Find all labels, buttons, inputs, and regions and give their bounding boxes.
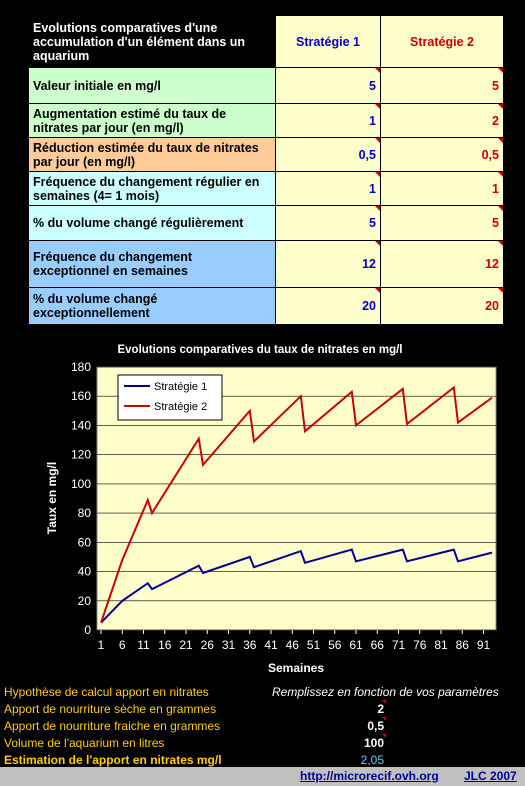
nitrate-chart xyxy=(0,335,525,680)
legend xyxy=(118,375,222,420)
x-tick-label: 51 xyxy=(306,638,321,652)
x-tick-label: 6 xyxy=(118,638,126,652)
x-tick-label: 86 xyxy=(455,638,469,652)
x-tick-label: 26 xyxy=(200,638,214,652)
x-tick-label: 31 xyxy=(221,638,236,652)
row-label: Fréquence du changement exceptionnel en semaines xyxy=(29,241,276,288)
comment-marker xyxy=(382,734,386,738)
y-tick-label: 140 xyxy=(70,418,91,433)
hypothesis-label: Hypothèse de calcul apport en nitrates xyxy=(4,685,209,699)
input-s2-freq-regular[interactable]: 1 xyxy=(381,172,504,206)
y-tick-labels xyxy=(71,360,91,637)
x-tick-label: 36 xyxy=(243,638,257,652)
y-tick-label: 60 xyxy=(77,535,91,550)
row-label: Réduction estimée du taux de nitrates par jour (en mg/l) xyxy=(29,138,276,172)
input-s1-initial[interactable]: 5 xyxy=(276,68,381,104)
aquarium-volume-label: Volume de l'aquarium en litres xyxy=(4,736,165,750)
x-tick-label: 71 xyxy=(391,638,406,652)
col-header-strategie-1: Stratégie 1 xyxy=(276,16,381,68)
dry-food-input[interactable]: 2 xyxy=(377,702,384,716)
input-s1-pct-exceptional[interactable]: 20 xyxy=(276,288,381,325)
y-tick-label: 20 xyxy=(77,593,91,608)
legend-label-s1: Stratégie 1 xyxy=(154,381,208,393)
legend-label-s2: Stratégie 2 xyxy=(154,401,208,413)
dry-food-label: Apport de nourriture sèche en grammes xyxy=(4,702,217,716)
x-tick-label: 46 xyxy=(285,638,299,652)
input-s2-increase[interactable]: 2 xyxy=(381,104,504,138)
input-s2-pct-exceptional[interactable]: 20 xyxy=(381,288,504,325)
row-label: Valeur initiale en mg/l xyxy=(29,68,276,104)
input-s2-reduction[interactable]: 0,5 xyxy=(381,138,504,172)
x-tick-label: 56 xyxy=(328,638,342,652)
row-label: % du volume changé exceptionnellement xyxy=(29,288,276,325)
y-tick-label: 160 xyxy=(70,389,91,404)
input-s2-freq-exceptional[interactable]: 12 xyxy=(381,241,504,288)
y-tick-label: 100 xyxy=(70,476,91,491)
y-tick-label: 180 xyxy=(70,360,91,374)
chart-title: Evolutions comparatives du taux de nitrates en mg/l xyxy=(117,344,403,356)
row-label: Fréquence du changement régulier en semaines (4= 1 mois) xyxy=(29,172,276,206)
x-tick-label: 61 xyxy=(349,638,363,652)
fill-note: Remplissez en fonction de vos paramètres xyxy=(272,685,499,699)
y-axis-label: Taux en mg/l xyxy=(45,461,59,535)
input-s1-reduction[interactable]: 0,5 xyxy=(276,138,381,172)
y-tick-label: 80 xyxy=(77,506,91,521)
parameters-table xyxy=(28,15,504,325)
x-tick-label: 81 xyxy=(434,638,448,652)
footer-bar xyxy=(0,767,525,786)
y-tick-label: 40 xyxy=(77,564,91,579)
table-title: Evolutions comparatives d'une accumulation d'un élément dans un aquarium xyxy=(29,16,276,68)
input-s1-increase[interactable]: 1 xyxy=(276,104,381,138)
aquarium-volume-input[interactable]: 100 xyxy=(363,736,384,750)
credit-text: JLC 2007 xyxy=(464,769,517,783)
x-tick-label: 21 xyxy=(179,638,193,652)
col-header-strategie-2: Stratégie 2 xyxy=(381,16,504,68)
x-tick-label: 91 xyxy=(476,638,491,652)
row-label: Augmentation estimé du taux de nitrates par jour (en mg/l) xyxy=(29,104,276,138)
fresh-food-label: Apport de nourriture fraiche en grammes xyxy=(4,719,221,733)
estimate-value: 2,05 xyxy=(360,753,384,767)
x-tick-label: 66 xyxy=(370,638,384,652)
site-link[interactable]: http://microrecif.ovh.org xyxy=(300,769,439,783)
input-s1-freq-exceptional[interactable]: 12 xyxy=(276,241,381,288)
y-tick-label: 0 xyxy=(84,623,91,637)
input-s1-pct-regular[interactable]: 5 xyxy=(276,206,381,241)
row-label: % du volume changé régulièrement xyxy=(29,206,276,241)
input-s1-freq-regular[interactable]: 1 xyxy=(276,172,381,206)
x-tick-label: 16 xyxy=(158,638,172,652)
comment-marker xyxy=(382,700,386,704)
estimate-label: Estimation de l'apport en nitrates mg/l xyxy=(4,753,222,767)
x-tick-label: 76 xyxy=(413,638,427,652)
x-axis-label: Semaines xyxy=(267,661,325,675)
x-tick-labels xyxy=(98,630,491,652)
y-tick-label: 120 xyxy=(70,447,91,462)
x-tick-label: 11 xyxy=(137,638,150,652)
x-tick-label: 41 xyxy=(264,638,278,652)
input-s2-pct-regular[interactable]: 5 xyxy=(381,206,504,241)
input-s2-initial[interactable]: 5 xyxy=(381,68,504,104)
x-tick-label: 1 xyxy=(97,638,105,652)
fresh-food-input[interactable]: 0,5 xyxy=(367,719,384,733)
comment-marker xyxy=(382,717,386,721)
